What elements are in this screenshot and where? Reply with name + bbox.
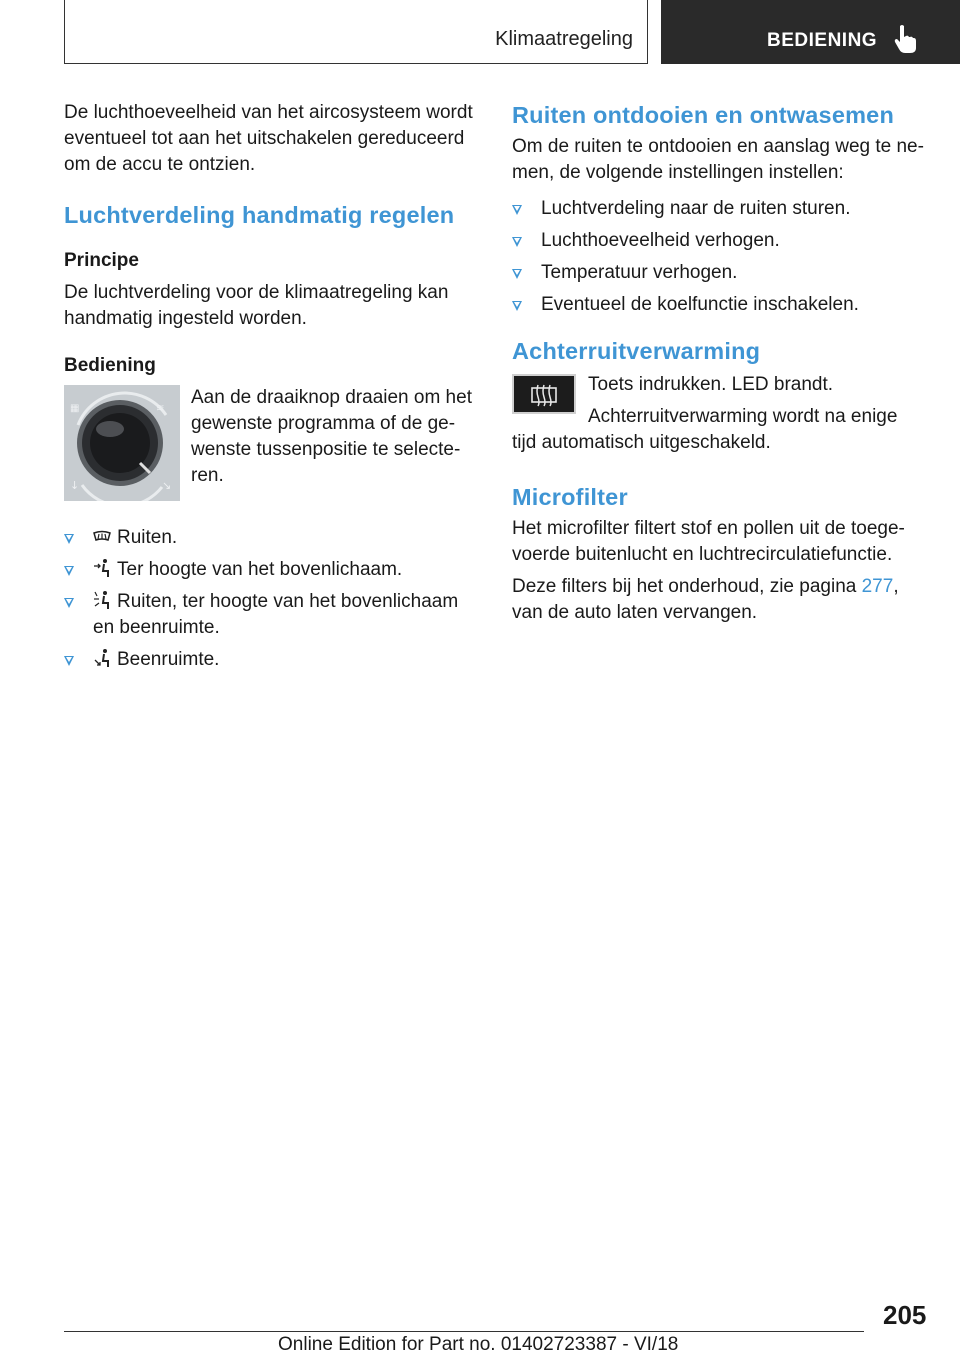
rear-window-defrost-button[interactable] — [512, 374, 576, 414]
bullet-triangle-icon — [64, 656, 74, 666]
rotary-knob-image — [64, 385, 180, 501]
list-item: Beenruimte. — [64, 647, 478, 673]
list-item: Ter hoogte van het bovenlichaam. — [64, 557, 478, 583]
operation-block — [64, 385, 478, 525]
service-paragraph: Deze filters bij het onderhoud, zie pagina 277, van de auto laten vervangen. — [512, 576, 899, 623]
bullet-triangle-icon — [512, 205, 522, 215]
list-item: Ruiten, ter hoogte van het bovenlichaam en beenruimte. — [64, 589, 478, 641]
list-item: Luchtverdeling naar de ruiten sturen. — [512, 196, 926, 222]
header-chapter-title: BEDIENING — [767, 30, 878, 51]
defrost-heading: Ruiten ontdooien en ontwasemen — [512, 102, 895, 128]
svg-text:↓: ↓ — [70, 479, 80, 492]
list-item: Luchthoeveelheid verhogen. — [512, 228, 926, 254]
footwell-airflow-icon — [93, 648, 111, 668]
rear-window-heading: Achterruitverwarming — [512, 338, 761, 364]
airflow-mode-list — [64, 525, 478, 673]
pointing-hand-icon — [894, 24, 918, 54]
header-section-box — [64, 0, 648, 64]
windshield-airflow-icon — [93, 530, 111, 546]
rear-window-auto-off: Achterruitverwarming wordt na enige tijd automatisch uitgeschakeld. — [512, 406, 898, 453]
operation-title: Bediening — [64, 355, 156, 376]
right-column — [512, 100, 926, 626]
list-item: Ruiten. — [64, 525, 478, 551]
upper-body-airflow-icon — [93, 558, 111, 578]
microfilter-heading: Microfilter — [512, 484, 628, 510]
page-number: 205 — [883, 1300, 927, 1330]
operation-text: Aan de draaiknop draaien om het gewenste programma of de gewenste tussenpositie te selecteren. — [191, 387, 472, 486]
bullet-triangle-icon — [64, 534, 74, 544]
header-section-title: Klimaatregeling — [495, 28, 633, 50]
bullet-triangle-icon — [64, 566, 74, 576]
bullet-triangle-icon — [512, 269, 522, 279]
header-chapter-box — [661, 0, 960, 64]
svg-text:↘: ↘ — [162, 479, 172, 492]
rear-window-instruction: Toets indrukken. LED brandt. — [588, 374, 834, 395]
svg-text:▦: ▦ — [70, 403, 80, 414]
bullet-triangle-icon — [512, 237, 522, 247]
edition-info: Online Edition for Part no. 01402723387 - VI/18 — [278, 1334, 679, 1355]
left-column — [64, 100, 478, 679]
rear-defrost-icon — [514, 376, 574, 412]
list-item: Eventueel de koelfunctie inschakelen. — [512, 292, 926, 318]
principle-text: De luchtverdeling voor de klimaatregeling kan handmatig ingesteld worden. — [64, 282, 449, 329]
combined-airflow-icon — [93, 590, 111, 610]
svg-text:≋: ≋ — [156, 403, 165, 414]
page-reference-link[interactable]: 277 — [861, 576, 894, 597]
airflow-heading: Luchtverdeling handmatig regelen — [64, 202, 455, 228]
principle-title: Principe — [64, 250, 139, 271]
rear-window-block — [512, 372, 926, 456]
bullet-triangle-icon — [512, 301, 522, 311]
list-item: Temperatuur verhogen. — [512, 260, 926, 286]
defrost-steps-list — [512, 196, 926, 318]
bullet-triangle-icon — [64, 598, 74, 608]
defrost-intro: Om de ruiten te ontdooien en aanslag weg te nemen, de volgende instellingen instellen: — [512, 136, 924, 183]
microfilter-text: Het microfilter filtert stof en pollen uit de toegevoerde buitenlucht en luchtrecirculatiefunctie. — [512, 518, 905, 565]
footer-divider — [64, 1331, 864, 1332]
intro-paragraph: De luchthoeveelheid van het aircosysteem wordt eventueel tot aan het uitschakelen gereduceerd om de accu te ontzien. — [64, 102, 473, 175]
